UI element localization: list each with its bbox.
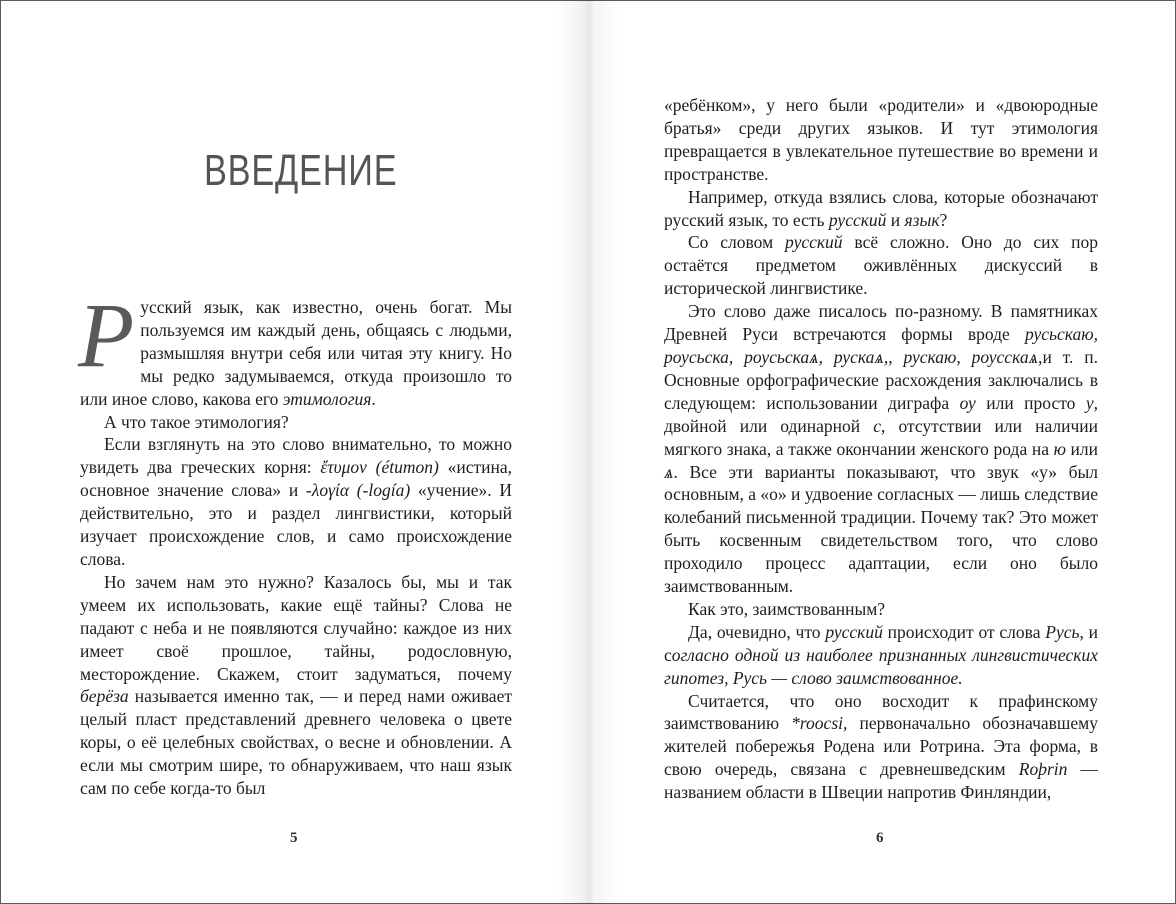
italic-term: берёза [80,686,129,707]
paragraph-r2 [664,186,1098,232]
text-run: , и с [664,621,1099,665]
text-run: называется именно так, — и перед нами оживает целый пласт представлений древнего человека о цвете коры, о её целебных свойствах, о весне и обновлении. А если мы смотрим шире, то обнаруживаем, что наш язык сам по себе когда-то был [80,686,512,799]
text-run: Со словом [688,232,786,253]
text-run: . Все эти варианты показывают, что звук «у» был основным, а «о» и удвоение согласных — лишь следствие колебаний письменной традиции. Почему так? Это может быть косвенным свидетельством того, что слово проходило процесс адаптации, если оно было заимствованным. [664,461,1098,597]
text-run: . [371,388,376,409]
italic-term: ἔτυμον (étumon) [320,457,439,478]
italic-term: у [1085,392,1094,413]
italic-term: с [873,415,882,436]
text-run: Например, откуда взялись слова, которые обозначают русский язык, то есть [664,186,1098,230]
paragraph-r1 [664,94,1098,186]
italic-term: русский [785,232,843,253]
italic-term: огласно одной из наиболее признанных лингвистических гипотез, Русь — слово заимствованное. [664,644,1098,688]
text-run: Да, очевидно, что [688,621,826,642]
text-run: «истина, основное значение слова» и [80,457,512,501]
italic-term: русьскаю, роусьска, роусьскаѧ, рускаѧ,, рускаю, роусскаѧ, [664,324,1098,367]
italic-term: этимология [282,388,372,409]
chapter-title: ВВЕДЕНИЕ [204,146,398,195]
italic-term: русский [825,621,883,642]
text-run: и [886,209,905,230]
right-page-text [664,94,1098,804]
text-run: происходит от слова [882,621,1046,642]
paragraph-p2 [80,411,512,434]
text-run: или просто [975,392,1086,413]
text-run: А что такое этимология? [104,411,289,432]
text-run: Считается, что оно восходит к прафинскому заимствованию [664,690,1098,734]
text-run: первоначально обозначавшему жителей побережья Родена или Ротрина. Эта форма, в свою очередь, связана с древнешведским [664,713,1098,780]
italic-term: *roocsi, [791,713,848,734]
text-run: Если взглянуть на это слово внимательно, то можно увидеть два греческих корня: [80,434,512,478]
text-run: Это слово даже писалось по-разному. В памятниках Древней Руси встречаются формы вроде [664,301,1098,345]
paragraph-r4 [664,300,1098,598]
text-run: и т. п. Основные орфографические расхождения заключались в следующем: использовании диграфа [664,346,1098,413]
text-run: , двойной или одинарной [664,392,1099,436]
paragraph-r6 [664,621,1098,690]
left-page-text [78,284,512,800]
para-body [78,284,512,409]
italic-term: ю [1053,438,1066,459]
paragraph-p4 [80,571,512,800]
italic-term: оу [959,392,976,413]
paragraph-r7 [664,690,1098,805]
page-number-right: 6 [876,830,884,846]
text-run: Но зачем нам это нужно? Казалось бы, мы и так умеем их использовать, какие ещё тайны? Слова не падают с неба и не появляются случайно: каждое из них имеет своё прошлое, тайны, родословную, месторождение. Скажем, стоит задуматься, почему [80,571,512,684]
text-run: усский язык, как известно, очень богат. Мы пользуемся им каждый день, общаясь с людьми, размышляя внутри себя или читая эту книгу. Но мы редко задумываемся, откуда произошло то или иное слово, какова его [80,297,512,409]
text-run: Как это, заимствованным? [688,598,886,619]
italic-term: язык [904,209,940,230]
italic-term: ѧ [664,461,674,482]
paragraph-p3 [80,433,512,570]
paragraph-p1 [78,284,512,411]
paragraph-r5 [664,598,1098,621]
text-run: ? [939,209,948,230]
italic-term: русский [828,209,887,230]
text-run: всё сложно. Оно до сих пор остаётся предметом оживлённых дискуссий в исторической лингвистике. [664,232,1098,299]
drop-cap: Р [78,284,135,386]
italic-term: Русь [1045,621,1080,642]
text-run: — названием области в Швеции напротив Финляндии, [664,759,1099,803]
paragraph-r3 [664,231,1098,300]
text-run: «ребёнком», у него были «родители» и «двоюродные братья» среди других языков. И тут этимология превращается в увлекательное путешествие во времени и пространстве. [664,95,1098,184]
text-run: или [1065,438,1098,459]
page-number-left: 5 [290,830,298,846]
italic-term: Roþrin [1018,759,1068,780]
text-run: «учение». И действительно, это и раздел лингвистики, который изучает происхождение слов, и само происхождение слова. [80,480,512,569]
italic-term: -λογία (-logía) [305,480,411,501]
text-run: , отсутствии или наличии мягкого знака, а также окончании женского рода на [664,415,1098,459]
